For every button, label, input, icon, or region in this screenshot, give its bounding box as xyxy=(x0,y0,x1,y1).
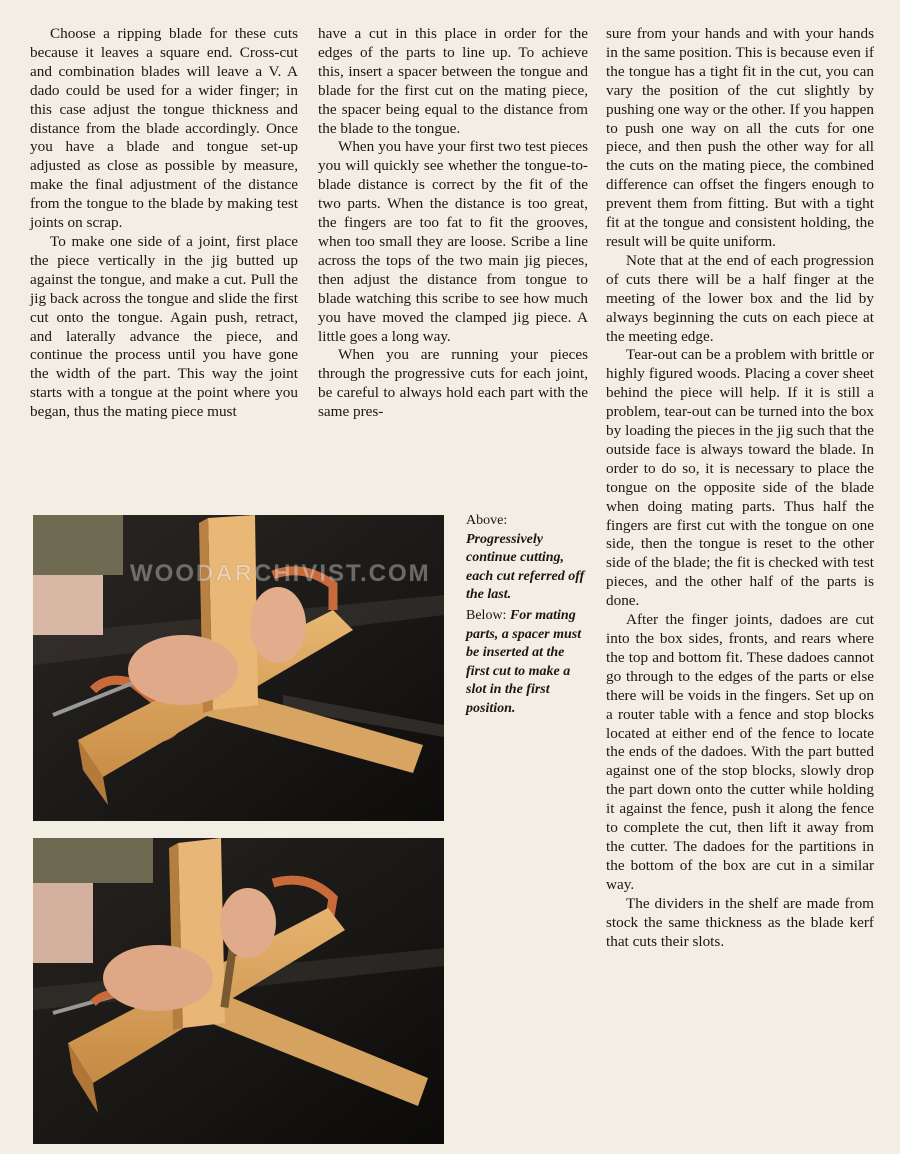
paragraph: Tear-out can be a problem with brittle or highly figured woods. Placing a cover sheet behind the piece will help. If it is still a problem, tear-out can be turned into the box by loading the pieces in the jig such that the outside face is always toward the blade. In order to do so, it is necessary to place the tongue on the opposite side of the blade when doing mating parts. Thus half the fingers are first cut with the tongue on one side, then the tongue is reset to the other side of the blade; the fit is checked with test pieces, and the other half of the parts is done. xyxy=(606,346,874,610)
photo-caption xyxy=(466,512,590,721)
paragraph: After the finger joints, dadoes are cut into the box sides, fronts, and rears where the top and bottom fit. These dadoes cannot go through to the edges of the parts or else there will be voids in the fingers. Set up on a router table with a fence and stop blocks located at either end of the fence to locate the ends of the dadoes. With the part butted against one of the stop blocks, slowly drop the part down onto the cutter while holding it against the fence, push it along the fence to complete the cut, then lift it away from the cutter. The dadoes for the partitions in the bottom of the box are cut in a similar way. xyxy=(606,611,874,893)
text-column-3 xyxy=(606,25,874,951)
paragraph: When you have your first two test pieces you will quickly see whether the tongue-to-blade distance is correct by the fit of the two parts. When the distance is too great, the fingers are too fat to fit the grooves, when too small they are loose. Scribe a line across the tops of the two main jig pieces, then adjust the distance from tongue to blade watching this scribe to see how much you have moved the clamped jig piece. A little goes a long way. xyxy=(318,138,588,345)
paragraph: To make one side of a joint, first place the piece vertically in the jig butted up against the tongue, and make a cut. Pull the jig back across the tongue and slide the first cut onto the tongue. Again push, retract, and laterally advance the piece, and continue the process until you have gone the width of the part. This way the joint starts with a tongue at the point where you began, thus the mating piece must xyxy=(30,232,298,421)
photo-mating-parts-spacer xyxy=(33,838,444,1144)
caption-above-label: Above: xyxy=(466,513,508,528)
caption-above-text: Progressively continue cutting, each cut referred off the last. xyxy=(466,531,585,603)
caption-below-text: For mating parts, a spacer must be inserted at the first cut to make a slot in the first position. xyxy=(466,607,582,716)
paragraph: have a cut in this place in order for the edges of the parts to line up. To achieve this, insert a spacer between the tongue and blade for the first cut on the mating piece, the spacer being equal to the distance from the blade to the tongue. xyxy=(318,25,588,137)
paragraph: The dividers in the shelf are made from stock the same thickness as the blade kerf that cuts their slots. xyxy=(606,894,874,950)
text-column-1 xyxy=(30,25,298,422)
caption-below-label: Below: xyxy=(466,607,507,623)
paragraph: When you are running your pieces through the progressive cuts for each joint, be careful to always hold each part with the same pres- xyxy=(318,346,588,421)
paragraph: Note that at the end of each progression of cuts there will be a half finger at the meeting of the lower box and the lid by always beginning the cuts on each piece at the meeting edge. xyxy=(606,251,874,345)
text-column-2 xyxy=(318,25,588,422)
paragraph: sure from your hands and with your hands in the same position. This is because even if the tongue has a tight fit in the cut, you can vary the position of the cut slightly by pushing one way or the other. If you happen to push one way on all the cuts for one piece, and then push the other way for all the cuts on the mating piece, the combined difference can offset the fingers enough to prevent them from fitting. But with a tight fit at the tongue and consistent holding, the result will be quite uniform. xyxy=(606,25,874,250)
watermark: WOODARCHIVIST.COM xyxy=(130,560,431,587)
paragraph: Choose a ripping blade for these cuts because it leaves a square end. Cross-cut and combination blades will leave a V. A dado could be used for a wider finger; in this case adjust the tongue thickness and distance from the blade accordingly. Once you have a blade and tongue set-up adjusted as close as possible by measure, make the final adjustment of the distance from the tongue to the blade by making test joints on scrap. xyxy=(30,25,298,232)
photo-progressive-cutting xyxy=(33,515,444,821)
